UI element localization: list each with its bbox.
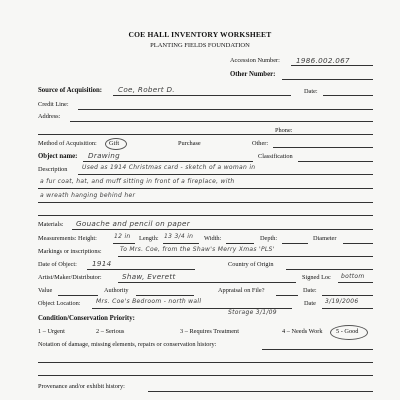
condition-option-3[interactable]: 3 – Requires Treatment (180, 328, 239, 335)
classification-label: Classification (258, 153, 293, 160)
description-line-4[interactable] (38, 215, 373, 216)
notation-line-3[interactable] (38, 375, 373, 376)
description-text-3: a wreath hanging behind her (40, 192, 136, 199)
description-line-3[interactable] (38, 202, 373, 203)
method-other-label: Other: (252, 140, 269, 147)
height-value: 12 in (114, 233, 131, 240)
provenance-label: Provenance and/or exhibit history: (38, 383, 125, 390)
object-name-value: Drawing (88, 151, 120, 160)
signed-loc-line[interactable] (338, 282, 373, 283)
date-object-label: Date of Object: (38, 261, 77, 268)
method-gift[interactable]: Gift (109, 140, 120, 147)
artist-line[interactable] (118, 282, 296, 283)
authority-line[interactable] (136, 295, 194, 296)
authority-label: Authority (104, 287, 129, 294)
storage-note: Storage 3/1/09 (228, 309, 277, 316)
phone-line[interactable] (298, 134, 373, 135)
object-name-label: Object name: (38, 153, 78, 160)
materials-value: Gouache and pencil on paper (76, 219, 190, 228)
address-label: Address: (38, 113, 61, 120)
phone-label: Phone: (275, 127, 293, 134)
appraisal-line[interactable] (276, 295, 298, 296)
width-label: Width: (204, 235, 222, 242)
artist-label: Artist/Maker/Distributor: (38, 274, 102, 281)
signed-loc-label: Signed Loc (302, 274, 331, 281)
measurements-height-label: Measurements: Height: (38, 235, 97, 242)
condition-option-2[interactable]: 2 – Serious (96, 328, 125, 335)
condition-option-5[interactable]: 5 - Good (336, 328, 359, 335)
length-value: 13 3/4 in (164, 233, 194, 240)
depth-label: Depth: (260, 235, 278, 242)
description-text-1: Used as 1914 Christmas card - sketch of a woman in (82, 164, 256, 171)
height-line[interactable] (113, 243, 135, 244)
method-other-line[interactable] (273, 147, 373, 148)
appraisal-date-line[interactable] (322, 295, 373, 296)
date-label: Date: (304, 88, 318, 95)
worksheet-title: COE HALL INVENTORY WORKSHEET (128, 30, 272, 39)
condition-option-1[interactable]: 1 – Urgent (38, 328, 65, 335)
notation-label: Notation of damage, missing elements, repairs or conservation history: (38, 341, 217, 348)
source-label: Source of Acquisition: (38, 87, 103, 94)
length-label: Length: (139, 235, 159, 242)
other-number-label: Other Number: (230, 71, 276, 78)
date-object-value: 1914 (92, 259, 112, 268)
source-value: Coe, Robert D. (118, 85, 175, 94)
appraisal-label: Appraisal on File? (218, 287, 265, 294)
markings-value: To Mrs. Coe, from the Shaw's Merry Xmas 'PLS' (120, 246, 275, 253)
description-line-2[interactable] (38, 188, 373, 189)
depth-line[interactable] (282, 243, 308, 244)
credit-line[interactable] (78, 109, 373, 110)
description-label: Description (38, 166, 68, 173)
accession-value: 1986.002.067 (296, 56, 350, 65)
diameter-line[interactable] (343, 243, 373, 244)
classification-line[interactable] (298, 161, 373, 162)
location-date-value: 3/19/2006 (325, 298, 359, 305)
artist-value: Shaw, Everett (122, 272, 176, 281)
materials-line[interactable] (72, 229, 373, 230)
notation-line-2[interactable] (38, 362, 373, 363)
address-line-1[interactable] (70, 121, 373, 122)
method-label: Method of Acquisition: (38, 140, 97, 147)
credit-label: Credit Line: (38, 101, 69, 108)
value-label: Value (38, 287, 53, 294)
appraisal-date-label: Date: (303, 287, 317, 294)
object-name-line[interactable] (83, 161, 253, 162)
other-number-line[interactable] (282, 79, 373, 80)
materials-label: Materials: (38, 221, 64, 228)
accession-line[interactable] (291, 65, 373, 66)
date-line[interactable] (323, 95, 373, 96)
country-label: Country of Origin (228, 261, 274, 268)
markings-line[interactable] (118, 256, 373, 257)
source-line[interactable] (113, 95, 291, 96)
location-label: Object Location: (38, 300, 81, 307)
condition-label: Condition/Conservation Priority: (38, 315, 135, 322)
provenance-line[interactable] (148, 391, 373, 392)
description-line-1[interactable] (78, 174, 373, 175)
length-line[interactable] (163, 243, 199, 244)
width-line[interactable] (226, 243, 254, 244)
location-value: Mrs. Coe's Bedroom - north wall (96, 298, 202, 305)
condition-option-4[interactable]: 4 – Needs Work (282, 328, 323, 335)
country-line[interactable] (286, 269, 373, 270)
diameter-label: Diameter (313, 235, 337, 242)
location-date-label: Date (304, 300, 316, 307)
date-object-line[interactable] (87, 269, 195, 270)
accession-label: Accession Number: (230, 57, 280, 64)
method-purchase[interactable]: Purchase (178, 140, 201, 147)
markings-label: Markings or inscriptions: (38, 248, 102, 255)
description-text-2: a fur coat, hat, and muff sitting in front of a fireplace, with (40, 178, 235, 185)
worksheet-subtitle: PLANTING FIELDS FOUNDATION (150, 42, 250, 49)
signed-loc-value: bottom (341, 273, 365, 280)
value-line[interactable] (58, 295, 98, 296)
location-date-line[interactable] (322, 308, 373, 309)
notation-line-1[interactable] (262, 349, 373, 350)
